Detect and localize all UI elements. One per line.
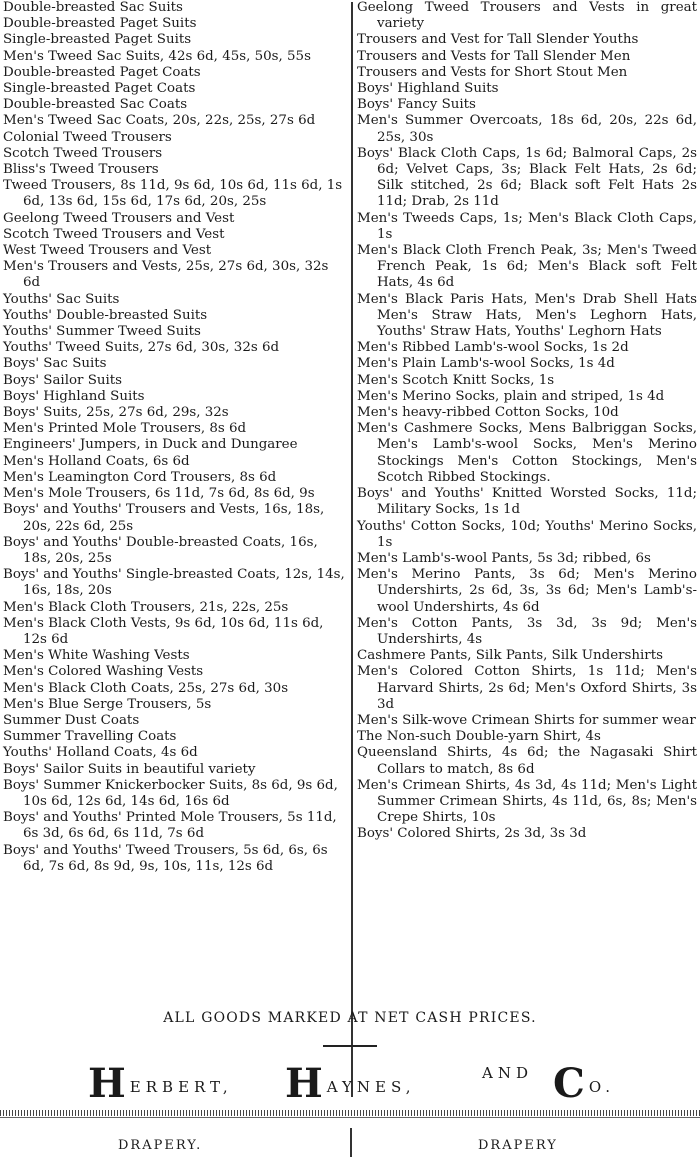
list-item: Men's Merino Socks, plain and striped, 1s 4d <box>357 388 665 404</box>
list-item: Double-breasted Sac Suits <box>3 0 183 15</box>
column-divider <box>351 2 353 1097</box>
firm-word-and <box>478 1064 533 1090</box>
list-item: Men's Black Cloth Coats, 25s, 27s 6d, 30s <box>3 680 289 696</box>
list-item: Boys' Sailor Suits in beautiful variety <box>3 761 256 777</box>
list-item: Boys' Highland Suits <box>357 81 499 97</box>
footer-left-heading: DRAPERY. <box>118 1138 203 1153</box>
list-item: Men's Colored Washing Vests <box>3 664 204 680</box>
list-item: Men's Plain Lamb's-wool Socks, 1s 4d <box>357 356 615 372</box>
firm-word-rest: AND <box>482 1064 533 1082</box>
list-item: Men's White Washing Vests <box>3 648 190 664</box>
list-item: Men's Colored Cotton Shirts, 1s 11d; Men's Harvard Shirts, 2s 6d; Men's Oxford Shirts, 3s 3d <box>357 664 697 712</box>
list-item: Youths' Double-breasted Suits <box>3 307 208 323</box>
hatched-rule <box>0 1110 700 1116</box>
list-item: Youths' Sac Suits <box>3 291 120 307</box>
list-item: Single-breasted Paget Suits <box>3 32 192 48</box>
list-item: Men's Holland Coats, 6s 6d <box>3 453 190 469</box>
list-item: Single-breasted Paget Coats <box>3 81 196 97</box>
hatched-rule-underline <box>0 1117 700 1118</box>
short-rule <box>323 1045 377 1047</box>
list-item: Boys' Black Cloth Caps, 1s 6d; Balmoral Caps, 2s 6d; Velvet Caps, 3s; Black Felt Hats, 2s 6d; Silk stitched, 2s 6d; Black soft Felt Hats 2s 11d; Drab, 2s 11d <box>357 145 697 210</box>
list-item: Men's Tweed Sac Suits, 42s 6d, 45s, 50s, 55s <box>3 48 311 64</box>
list-item: Bliss's Tweed Trousers <box>3 162 159 178</box>
footer-divider <box>350 1128 352 1157</box>
list-item: Scotch Tweed Trousers and Vest <box>3 226 225 242</box>
list-item: Men's Cashmere Socks, Mens Balbriggan Socks, Men's Lamb's-wool Socks, Men's Merino Stockings Men's Cotton Stockings, Men's Scotch Ribbed Stockings. <box>357 421 697 485</box>
footer-right-heading: DRAPERY <box>478 1138 558 1153</box>
list-item: Boys' and Youths' Single-breasted Coats, 12s, 14s, 16s, 18s, 20s <box>3 567 345 599</box>
list-item: Men's Leamington Cord Trousers, 8s 6d <box>3 469 277 485</box>
list-item: Boys' and Youths' Double-breasted Coats, 16s, 18s, 20s, 25s <box>3 534 318 566</box>
list-item: Double-breasted Paget Suits <box>3 16 197 32</box>
list-item: West Tweed Trousers and Vest <box>3 243 212 259</box>
list-item: Cashmere Pants, Silk Pants, Silk Undershirts <box>357 648 663 664</box>
list-item: Men's Printed Mole Trousers, 8s 6d <box>3 421 247 437</box>
list-item: Boys' Highland Suits <box>3 388 145 404</box>
list-item: Men's Lamb's-wool Pants, 5s 3d; ribbed, 6s <box>357 550 651 566</box>
list-item: Summer Travelling Coats <box>3 729 177 745</box>
list-item: Double-breasted Sac Coats <box>3 97 188 113</box>
list-item: Trousers and Vests for Short Stout Men <box>357 64 628 80</box>
list-item: Men's Scotch Knitt Socks, 1s <box>357 372 555 388</box>
list-item: Double-breasted Paget Coats <box>3 64 201 80</box>
list-item: Boys' Sac Suits <box>3 356 107 372</box>
list-item: Men's Merino Pants, 3s 6d; Men's Merino Undershirts, 2s 6d, 3s, 3s 6d; Men's Lamb's-wool Undershirts, 4s 6d <box>357 567 697 615</box>
list-item: Men's Crimean Shirts, 4s 3d, 4s 11d; Men's Light Summer Crimean Shirts, 4s 11d, 6s, 8s; Men's Crepe Shirts, 10s <box>357 777 697 826</box>
list-item: Boys' and Youths' Trousers and Vests, 16s, 18s, 20s, 22s 6d, 25s <box>3 502 325 534</box>
list-item: Men's Mole Trousers, 6s 11d, 7s 6d, 8s 6d, 9s <box>3 486 315 502</box>
list-item: Men's Summer Overcoats, 18s 6d, 20s, 22s 6d, 25s, 30s <box>357 113 697 145</box>
list-item: Boys' Suits, 25s, 27s 6d, 29s, 32s <box>3 405 229 421</box>
list-item: Boys' Colored Shirts, 2s 3d, 3s 3d <box>357 826 587 842</box>
list-item: Men's Tweed Sac Coats, 20s, 22s, 25s, 27s 6d <box>3 113 316 129</box>
firm-name <box>0 1060 700 1107</box>
firm-word-rest: ERBERT, <box>129 1078 233 1096</box>
list-item: Men's heavy-ribbed Cotton Socks, 10d <box>357 405 619 421</box>
firm-initial: H <box>285 1060 323 1107</box>
firm-word-herbert <box>88 1060 233 1107</box>
firm-initial: H <box>88 1060 126 1107</box>
list-item: Men's Black Cloth Trousers, 21s, 22s, 25s <box>3 599 289 615</box>
list-item: The Non-such Double-yarn Shirt, 4s <box>357 729 601 745</box>
list-item: Men's Ribbed Lamb's-wool Socks, 1s 2d <box>357 340 629 356</box>
list-item: Tweed Trousers, 8s 11d, 9s 6d, 10s 6d, 11s 6d, 1s 6d, 13s 6d, 15s 6d, 17s 6d, 20s, 25s <box>3 178 343 210</box>
firm-initial: C <box>553 1060 585 1107</box>
cash-prices-notice: ALL GOODS MARKED AT NET CASH PRICES. <box>163 1010 537 1026</box>
list-item: Engineers' Jumpers, in Duck and Dungaree <box>3 437 298 453</box>
list-item: Men's Cotton Pants, 3s 3d, 3s 9d; Men's Undershirts, 4s <box>357 615 697 647</box>
list-item: Geelong Tweed Trousers and Vest <box>3 210 235 226</box>
list-item: Queensland Shirts, 4s 6d; the Nagasaki Shirt Collars to match, 8s 6d <box>357 745 697 777</box>
firm-word-rest: O. <box>588 1078 616 1096</box>
list-item: Men's Black Cloth French Peak, 3s; Men's Tweed French Peak, 1s 6d; Men's Black soft Felt Hats, 4s 6d <box>357 243 697 291</box>
list-item: Scotch Tweed Trousers <box>3 145 163 161</box>
list-item: Men's Black Cloth Vests, 9s 6d, 10s 6d, 11s 6d, 12s 6d <box>3 615 324 647</box>
list-item: Summer Dust Coats <box>3 712 140 728</box>
list-item: Youths' Cotton Socks, 10d; Youths' Merino Socks, 1s <box>357 518 697 550</box>
list-item: Trousers and Vest for Tall Slender Youths <box>357 32 639 48</box>
list-item: Trousers and Vests for Tall Slender Men <box>357 48 631 64</box>
left-column <box>3 0 347 875</box>
list-item: Colonial Tweed Trousers <box>3 129 172 145</box>
firm-word-co <box>553 1060 616 1107</box>
list-item: Geelong Tweed Trousers and Vests in great variety <box>357 0 697 32</box>
list-item: Men's Tweeds Caps, 1s; Men's Black Cloth Caps, 1s <box>357 210 697 242</box>
list-item: Boys' and Youths' Knitted Worsted Socks, 11d; Military Socks, 1s 1d <box>357 486 697 518</box>
list-item: Men's Trousers and Vests, 25s, 27s 6d, 30s, 32s 6d <box>3 259 329 291</box>
list-item: Boys' Fancy Suits <box>357 97 476 113</box>
list-item: Men's Black Paris Hats, Men's Drab Shell Hats Men's Straw Hats, Men's Leghorn Hats, Youths' Straw Hats, Youths' Leghorn Hats <box>357 291 697 340</box>
list-item: Youths' Tweed Suits, 27s 6d, 30s, 32s 6d <box>3 340 280 356</box>
list-item: Boys' and Youths' Printed Mole Trousers, 5s 11d, 6s 3d, 6s 6d, 6s 11d, 7s 6d <box>3 810 337 842</box>
list-item: Boys' Sailor Suits <box>3 372 123 388</box>
list-item: Men's Blue Serge Trousers, 5s <box>3 696 212 712</box>
list-item: Boys' and Youths' Tweed Trousers, 5s 6d, 6s, 6s 6d, 7s 6d, 8s 9d, 9s, 10s, 11s, 12s 6d <box>3 842 328 874</box>
list-item: Men's Silk-wove Crimean Shirts for summer wear <box>357 712 696 728</box>
firm-word-rest: AYNES, <box>326 1078 416 1096</box>
list-item: Boys' Summer Knickerbocker Suits, 8s 6d, 9s 6d, 10s 6d, 12s 6d, 14s 6d, 16s 6d <box>3 777 338 809</box>
firm-word-haynes <box>285 1060 416 1107</box>
list-item: Youths' Summer Tweed Suits <box>3 324 201 340</box>
right-column <box>357 0 697 843</box>
list-item: Youths' Holland Coats, 4s 6d <box>3 745 198 761</box>
